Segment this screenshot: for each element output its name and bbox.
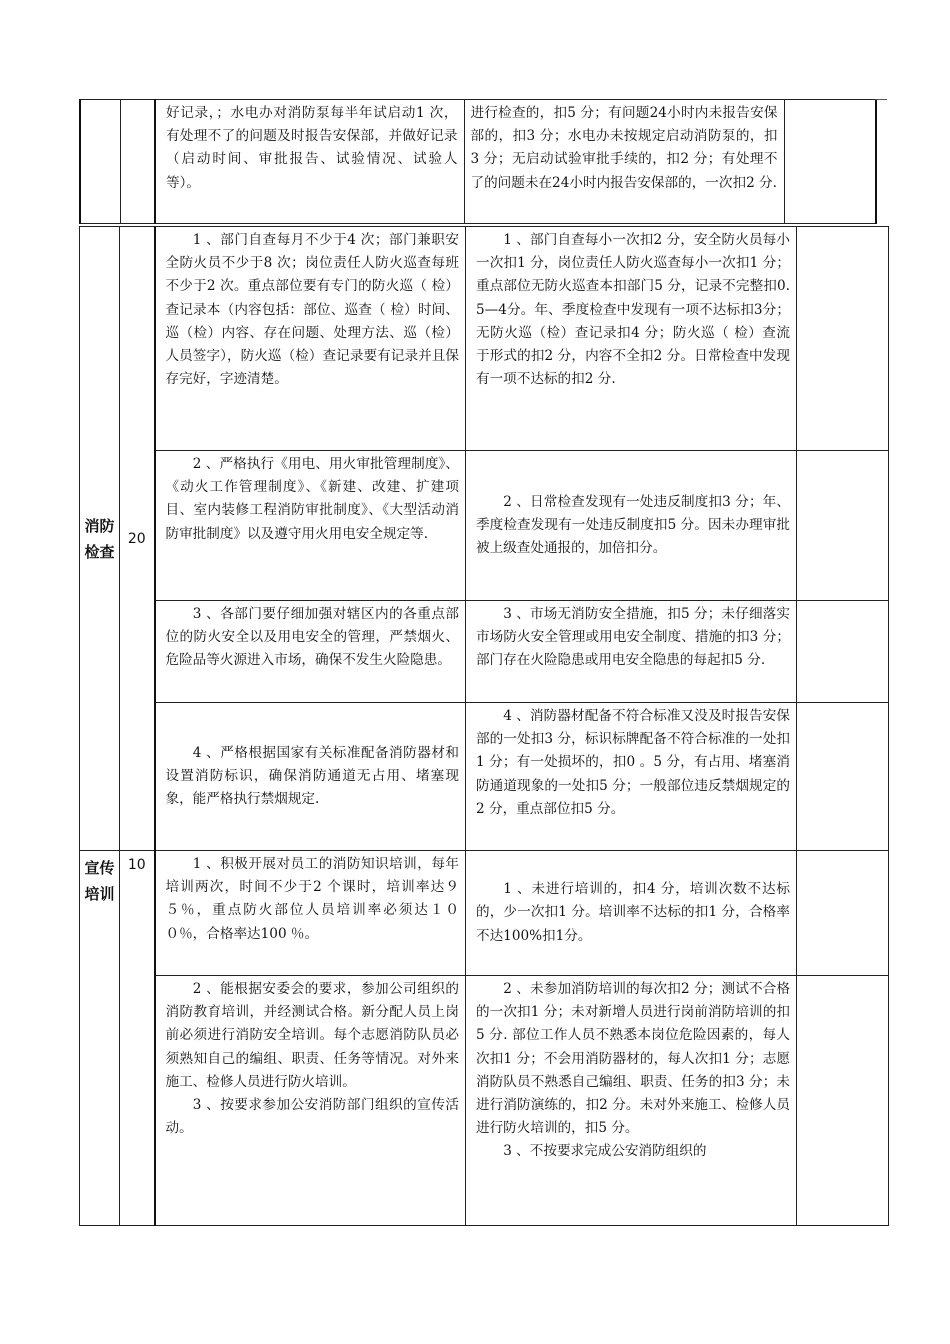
top-category-cell [80, 100, 120, 224]
fire-item-4-deduction: 4 、消防器材配备不符合标准又没及时报告安保部的一处扣3 分，标识标牌配备不符合标准的一处扣1 分；有一处损坏的，扣0 。5 分，有占用、堵塞消防通道现象的一处扣5 分；一般部位违反禁烟规定的2 分，重点部位扣5 分。 [476, 708, 790, 817]
training-item-1-content: 1 、积极开展对员工的消防知识培训，每年培训两次，时间不少于2 个课时，培训率达９５％，重点防火部位人员培训率必须达１００％，合格率达100 ％。 [165, 856, 459, 942]
content-cell [155, 451, 466, 601]
remark-cell [797, 851, 889, 976]
remark-cell [797, 451, 889, 601]
fire-item-2-content: 2 、严格执行《用电、用火审批管理制度》、《动火工作管理制度》、《新建、改建、扩建项目、室内装修工程消防审批制度》、《大型活动消防审批制度》以及遵守用火用电安全规定等. [165, 456, 459, 542]
training-category: 宣传培训 [80, 851, 120, 1226]
top-right-line [875, 99, 887, 100]
top-remark-cell [784, 100, 876, 224]
training-item-2-deduction: 2 、未参加消防培训的每次扣2 分；测试不合格的一次扣1 分；未对新增人员进行岗前消防培训的扣5 分. 部位工作人员不熟悉本岗位危险因素的，每人次扣1 分；不会用消防器材的，每人次扣1 分；志愿消防队员不熟悉自己编组、职责、任务的扣3 分；未进行消防演练的，扣2 分。未对外来施工、检修人员进行防火培训的，扣5 分。 [476, 981, 790, 1137]
fire-item-3-content: 3 、各部门要仔细加强对辖区内的各重点部位的防火安全以及用电安全的管理，严禁烟火、危险品等火源进入市场，确保不发生火险隐患。 [165, 606, 459, 669]
deduction-cell [466, 703, 797, 851]
fire-inspection-score: 20 [120, 227, 155, 851]
top-deduction-cell [464, 100, 784, 224]
deduction-cell [466, 601, 797, 703]
fire-item-1-deduction: 1 、部门自查每小一次扣2 分，安全防火员每小一次扣1 分，岗位责任人防火巡查每小一次扣1 分；重点部位无防火巡查本扣部门5 分，记录不完整扣0.5—4分。年、季度检查中发现有一项不达标扣3分；无防火巡（检）查记录扣4 分；防火巡（ 检）查流于形式的扣2 分，内容不全扣2 分。日常检查中发现有一项不达标的扣2 分. [476, 232, 790, 388]
table-row [80, 703, 889, 851]
deduction-cell [466, 851, 797, 976]
content-cell [155, 976, 466, 1226]
remark-cell [797, 976, 889, 1226]
table-row [80, 227, 889, 451]
content-cell [155, 227, 466, 451]
fire-inspection-category: 消防检查 [80, 227, 120, 851]
fire-item-1-content: 1 、部门自查每月不少于4 次；部门兼职安全防火员不少于8 次；岗位责任人防火巡查每班不少于2 次。重点部位要有专门的防火巡（ 检）查记录本（内容包括：部位、巡查（ 检）时间、巡（检）内容、存在问题、处理方法、巡（检）人员签字），防火巡（检）查记录要有记录并且保存完好，字迹清楚。 [165, 232, 459, 388]
table-row [80, 976, 889, 1226]
table-row [80, 451, 889, 601]
content-cell [155, 601, 466, 703]
remark-cell [797, 227, 889, 451]
table-row [80, 851, 889, 976]
deduction-cell [466, 976, 797, 1226]
deduction-cell [466, 227, 797, 451]
deduction-cell [466, 451, 797, 601]
remark-cell [797, 601, 889, 703]
top-section-table [79, 99, 877, 224]
top-deduction-text: 进行检查的，扣5 分；有问题24小时内未报告安保部的，扣3 分；水电办未按规定启动消防泵的，扣3 分；无启动试验审批手续的，扣2 分；有处理不了的问题未在24小时内报告安保部的，一次扣2 分. [470, 105, 778, 191]
training-item-3-content: 3 、按要求参加公安消防部门组织的宣传活动。 [165, 1097, 459, 1137]
top-score-cell [120, 100, 155, 224]
top-content-cell [155, 100, 464, 224]
training-item-1-deduction: 1 、未进行培训的，扣4 分，培训次数不达标的，少一次扣1 分。培训率不达标的扣1 分，合格率不达100%扣1分。 [476, 881, 790, 944]
training-item-2-content: 2 、能根据安委会的要求，参加公司组织的消防教育培训，并经测试合格。新分配人员上岗前必须进行消防安全培训。每个志愿消防队员必须熟知自己的编组、职责、任务等情况。对外来施工、检修人员进行防火培训。 [165, 981, 459, 1090]
table-row [80, 601, 889, 703]
fire-item-3-deduction: 3 、市场无消防安全措施，扣5 分；未仔细落实市场防火安全管理或用电安全制度、措施的扣3 分；部门存在火险隐患或用电安全隐患的每起扣5 分. [476, 606, 790, 669]
training-item-3-deduction: 3 、不按要求完成公安消防组织的 [503, 1143, 707, 1160]
content-cell [155, 851, 466, 976]
top-content-text: 好记录，；水电办对消防泵每半年试启动1 次，有处理不了的问题及时报告安保部，并做好记录（启动时间、审批报告、试验情况、试验人等）。 [166, 105, 458, 191]
training-score: 10 [120, 851, 155, 1226]
content-cell [155, 703, 466, 851]
remark-cell [797, 703, 889, 851]
fire-item-4-content: 4 、严格根据国家有关标准配备消防器材和设置消防标识，确保消防通道无占用、堵塞现象，能严格执行禁烟规定. [165, 744, 459, 808]
main-table [79, 226, 889, 1226]
fire-item-2-deduction: 2 、日常检查发现有一处违反制度扣3 分；年、季度检查发现有一处违反制度扣5 分。因未办理审批被上级查处通报的，加倍扣分。 [476, 493, 790, 557]
